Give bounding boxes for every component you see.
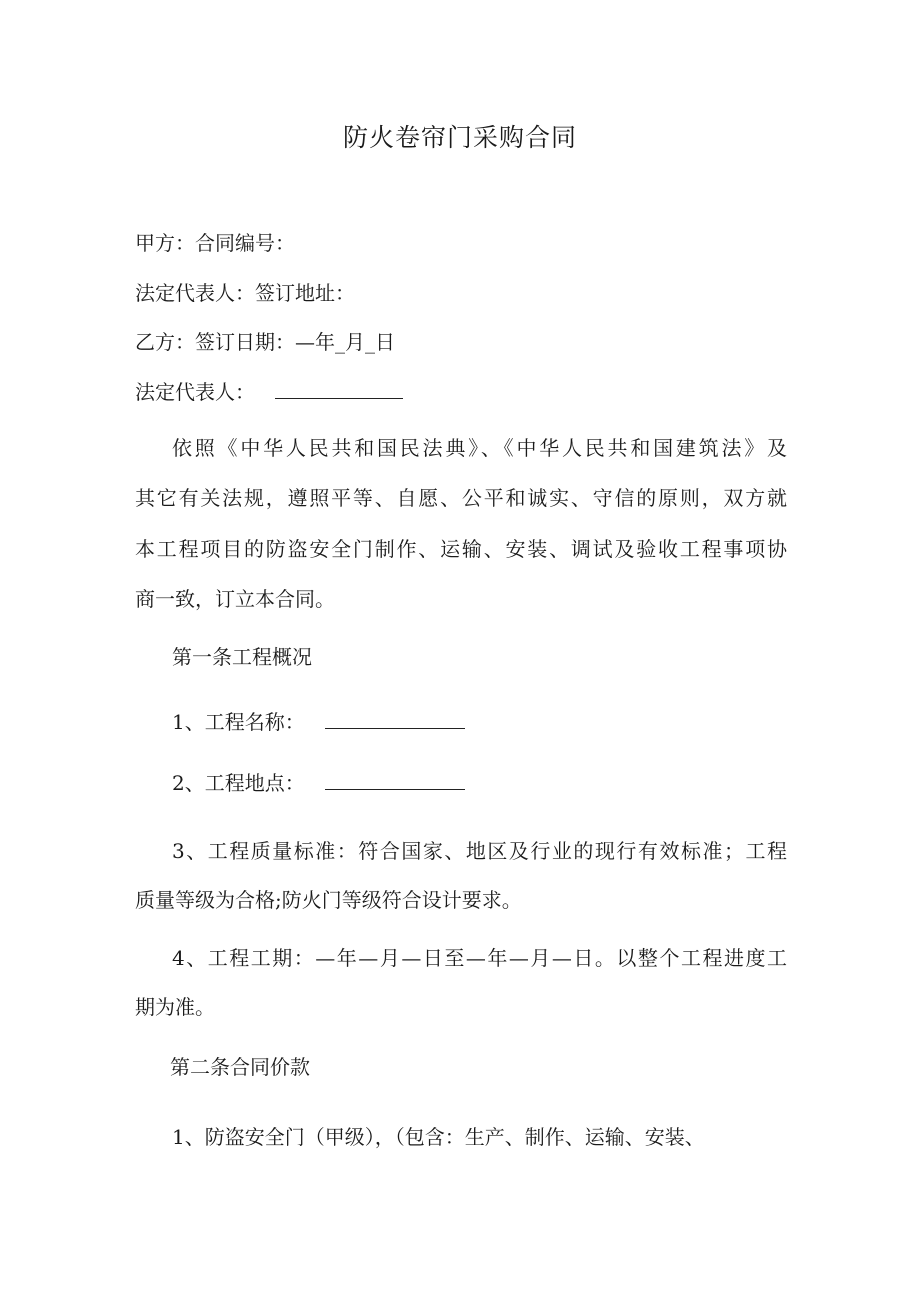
preamble-line: 本工程项目的防盗安全门制作、运输、安装、调试及验收工程事项协: [135, 537, 787, 561]
project-name-label: 1、工程名称：: [172, 710, 305, 734]
duration-line: 期为准。: [135, 995, 215, 1019]
party-a-line: 甲方：合同编号：: [135, 231, 295, 255]
legal-rep-b-blank: [275, 379, 403, 399]
legal-rep-a-line: 法定代表人：签订地址：: [135, 281, 355, 305]
preamble-line: 依照《中华人民共和国民法典》、《中华人民共和国建筑法》及: [172, 436, 787, 460]
project-location-label: 2、工程地点：: [172, 771, 305, 795]
duration-line: 4、工程工期：—年—月—日至—年—月—日。以整个工程进度工: [172, 946, 787, 970]
project-location-blank: [325, 770, 465, 790]
preamble-line: 其它有关法规，遵照平等、自愿、公平和诚实、守信的原则，双方就: [135, 486, 787, 510]
price-item1-line: 1、防盗安全门（甲级），（包含：生产、制作、运输、安装、: [172, 1125, 705, 1149]
preamble-line: 商一致，订立本合同。: [135, 587, 335, 611]
party-b-line: 乙方：签订日期：—年_月_日: [135, 330, 395, 354]
project-name-row: [172, 708, 465, 736]
article2-heading: 第二条合同价款: [170, 1055, 310, 1079]
project-name-blank: [325, 709, 465, 729]
document-title: 防火卷帘门采购合同: [342, 123, 577, 152]
article1-heading: 第一条工程概况: [172, 645, 312, 669]
project-location-row: [172, 769, 465, 797]
legal-rep-b-row: [135, 378, 403, 406]
quality-standard-line: 质量等级为合格;防火门等级符合设计要求。: [135, 888, 522, 912]
quality-standard-line: 3、工程质量标准：符合国家、地区及行业的现行有效标准；工程: [172, 839, 787, 863]
legal-rep-b-label: 法定代表人：: [135, 380, 255, 404]
